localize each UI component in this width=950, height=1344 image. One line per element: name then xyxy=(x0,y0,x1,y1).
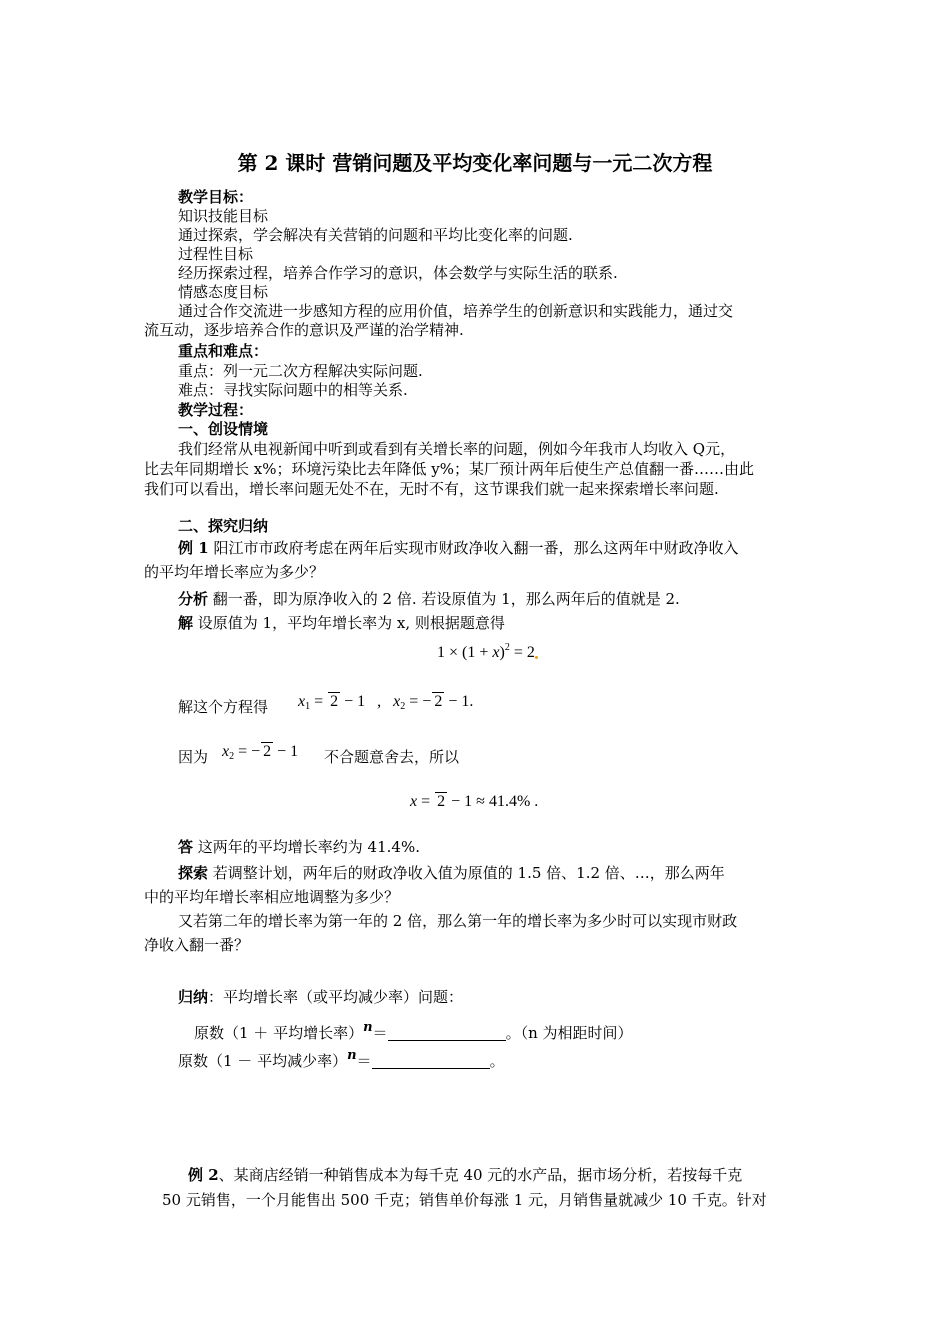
formula-growth-prefix: 原数（1 ＋ 平均增长率） xyxy=(194,1024,364,1042)
section1-heading: 一、创设情境 xyxy=(178,420,269,438)
solution-label: 解 xyxy=(178,614,194,632)
summary-line xyxy=(178,988,463,1007)
because-text: 因为 xyxy=(178,748,209,766)
answer-label: 答 xyxy=(178,838,194,856)
exponent-n: n xyxy=(363,1020,373,1035)
explore-line-1 xyxy=(178,864,725,883)
analysis-line xyxy=(178,590,680,609)
attitude-goal-label: 情感态度目标 xyxy=(178,283,269,301)
intro-text-3: 我们可以看出，增长率问题无处不在，无时不有，这节课我们就一起来探索增长率问题. xyxy=(144,480,719,498)
example2-text-1: 、某商店经销一种销售成本为每千克 40 元的水产品，据市场分析，若按每千克 xyxy=(218,1166,743,1184)
reject-text: 不合题意舍去，所以 xyxy=(324,748,460,766)
explore-text-4: 净收入翻一番？ xyxy=(144,936,250,954)
attitude-goal-text-2: 流互动，逐步培养合作的意识及严谨的治学精神. xyxy=(144,321,464,339)
attitude-goal-text-1: 通过合作交流进一步感知方程的应用价值，培养学生的创新意识和实践能力，通过交 xyxy=(178,302,734,320)
key-point-text: 重点：列一元二次方程解决实际问题. xyxy=(178,362,423,380)
example1-line-1 xyxy=(178,539,738,558)
formula-decline xyxy=(178,1046,505,1071)
analysis-label: 分析 xyxy=(178,590,209,608)
example1-text-1: 阳江市市政府考虑在两年后实现市财政净收入翻一番，那么这两年中财政净收入 xyxy=(208,539,739,557)
summary-text: ：平均增长率（或平均减少率）问题： xyxy=(208,988,464,1006)
intro-text-1: 我们经常从电视新闻中听到或看到有关增长率的问题，例如今年我市人均收入 Q元， xyxy=(178,440,736,458)
roots-expression: $x_1 = 2 - 1$ , $x_2$ = − 2 − 1. xyxy=(298,693,474,712)
key-points-heading: 重点和难点： xyxy=(178,342,269,360)
page-title: 第 2 课时 营销问题及平均变化率问题与一元二次方程 xyxy=(237,151,713,175)
equals-sign: ＝ xyxy=(356,1052,372,1070)
answer-text: 这两年的平均增长率约为 41.4%. xyxy=(193,838,420,856)
exponent-n: n xyxy=(347,1048,357,1063)
solution-text: 设原值为 1，平均年增长率为 x, 则根据题意得 xyxy=(193,614,505,632)
explore-text-2: 中的平均年增长率相应地调整为多少？ xyxy=(144,888,400,906)
equation-1: $1 \times (1 + x)^2 = 2$ xyxy=(437,638,538,662)
formula-growth-suffix: 。（n 为相距时间） xyxy=(505,1024,633,1042)
solve-text: 解这个方程得 xyxy=(178,698,269,716)
growth-blank xyxy=(388,1026,506,1041)
intro-text-2: 比去年同期增长 x%；环境污染比去年降低 y%；某厂预计两年后使生产总值翻一番……由此 xyxy=(144,460,754,478)
section2-heading: 二、探究归纳 xyxy=(178,517,269,535)
result-expression: x = 2 − 1 ≈ 41.4% . xyxy=(410,793,539,810)
explore-text-1: 若调整计划，两年后的财政净收入值为原值的 1.5 倍、1.2 倍、…，那么两年 xyxy=(208,864,725,882)
example2-line-1 xyxy=(188,1166,742,1185)
explore-label: 探索 xyxy=(178,864,209,882)
difficulty-text: 难点：寻找实际问题中的相等关系. xyxy=(178,381,408,399)
formula-decline-prefix: 原数（1 － 平均减少率） xyxy=(178,1052,348,1070)
solution-line xyxy=(178,614,505,633)
example1-label: 例 1 xyxy=(178,539,209,557)
process-goal-label: 过程性目标 xyxy=(178,245,254,263)
formula-decline-suffix: 。 xyxy=(489,1052,505,1070)
goals-heading: 教学目标： xyxy=(178,188,254,206)
decline-blank xyxy=(372,1054,490,1069)
summary-label: 归纳 xyxy=(178,988,209,1006)
explore-text-3: 又若第二年的增长率为第一年的 2 倍，那么第一年的增长率为多少时可以实现市财政 xyxy=(178,912,738,930)
example1-text-2: 的平均年增长率应为多少？ xyxy=(144,563,325,581)
process-heading: 教学过程： xyxy=(178,401,254,419)
example2-text-2: 50 元销售，一个月能售出 500 千克；销售单价每涨 1 元，月销售量就减少 10 千克。针对 xyxy=(162,1191,767,1209)
formula-growth xyxy=(194,1018,633,1043)
rejected-root: $x_2$ = − 2 − 1 xyxy=(222,743,299,762)
knowledge-goal-label: 知识技能目标 xyxy=(178,207,269,225)
knowledge-goal-text: 通过探索，学会解决有关营销的问题和平均比变化率的问题. xyxy=(178,226,573,244)
analysis-text: 翻一番，即为原净收入的 2 倍. 若设原值为 1，那么两年后的值就是 2. xyxy=(208,590,680,608)
process-goal-text: 经历探索过程，培养合作学习的意识，体会数学与实际生活的联系. xyxy=(178,264,618,282)
equals-sign: ＝ xyxy=(372,1024,388,1042)
answer-line xyxy=(178,838,420,857)
example2-label: 例 2 xyxy=(188,1166,219,1184)
